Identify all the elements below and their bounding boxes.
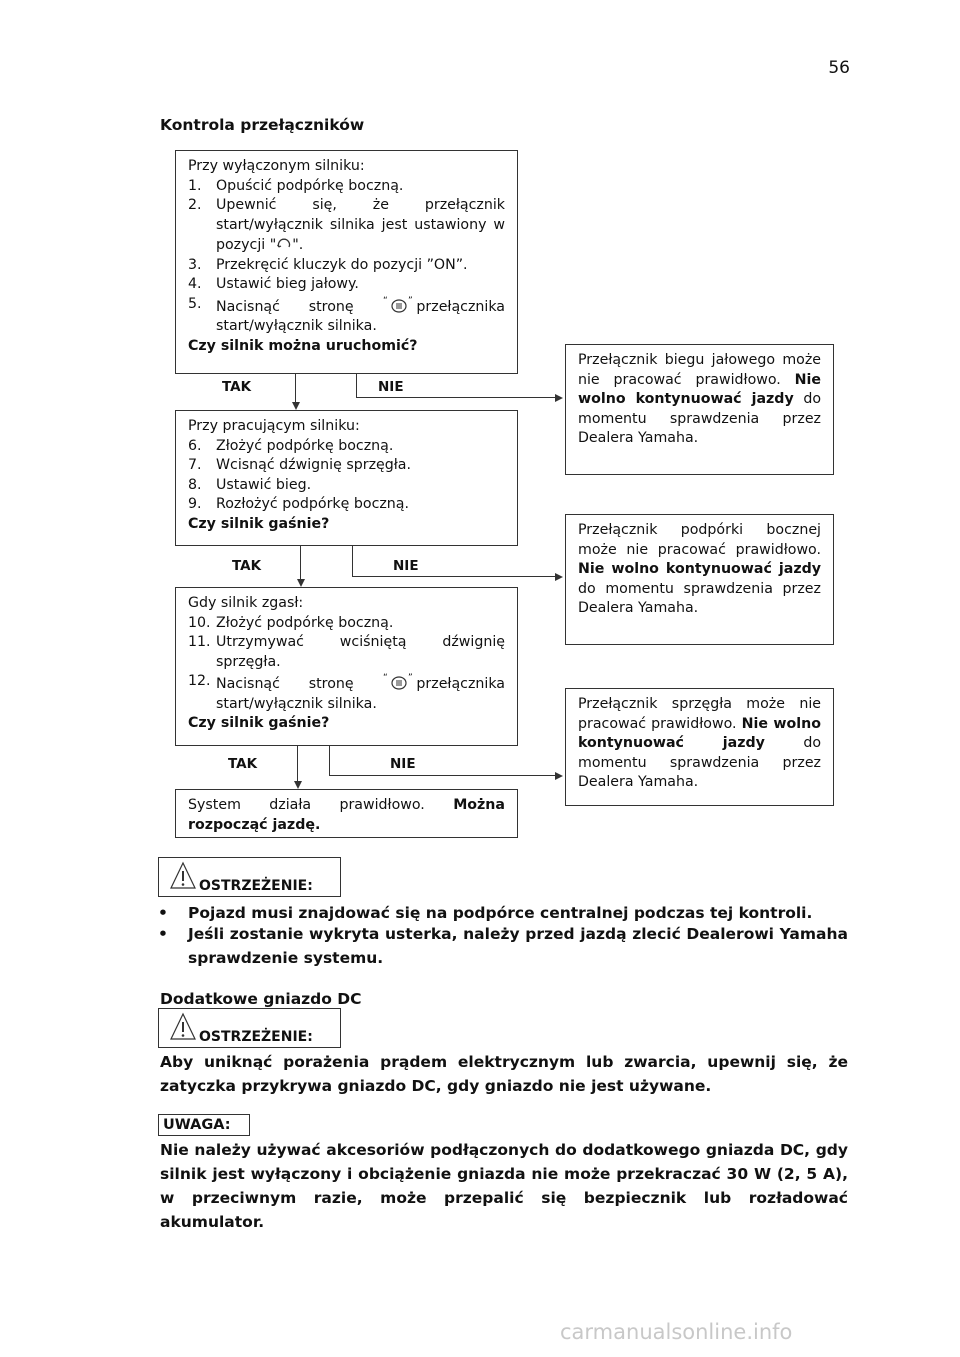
warning-label-box	[158, 1008, 341, 1048]
side-box-sidestand-switch: Przełącznik podpórki bocznej może nie pracować prawidłowo. Nie wolno kontynuować jazdy do momentu sprawdzenia przez Dealera Yamaha.	[565, 514, 834, 645]
section-title: Kontrola przełączników	[160, 116, 365, 134]
box2-intro: Przy pracującym silniku:	[188, 418, 360, 434]
flow-box-system-ok	[175, 789, 518, 838]
yes-label: TAK	[232, 558, 262, 574]
list-item: 2. Upewnić się, że przełącznik start/wyłącznik silnika jest ustawiony w pozycji " ".	[188, 197, 505, 253]
warning-label: OSTRZEŻENIE:	[199, 1029, 313, 1045]
side-box-clutch-switch: Przełącznik sprzęgła może nie pracować prawidłowo. Nie wolno kontynuować jazdy do momentu sprawdzenia przez Dealera Yamaha.	[565, 688, 834, 806]
no-label: NIE	[390, 756, 416, 772]
box1-question: Czy silnik można uruchomić?	[188, 337, 418, 354]
list-item: 12. Nacisnąć stronę “ ” przełącznika start/wyłącznik silnika.	[188, 673, 505, 712]
list-item: • Jeśli zostanie wykryta usterka, należy przed jazdą zlecić Dealerowi Yamaha sprawdzenie systemu.	[158, 925, 848, 967]
warning-label: OSTRZEŻENIE:	[199, 878, 313, 894]
list-item: 9. Rozłożyć podpórkę boczną.	[188, 496, 410, 512]
list-item: 7. Wcisnąć dźwignię sprzęgła.	[188, 457, 411, 473]
warning-label-box	[158, 857, 341, 897]
svg-text:“: “	[383, 295, 389, 306]
box3-question: Czy silnik gaśnie?	[188, 715, 330, 731]
page-number: 56	[828, 58, 850, 78]
svg-text:”: ”	[408, 673, 414, 683]
list-item: 11. Utrzymywać wciśniętą dźwignię sprzęgła.	[188, 634, 505, 670]
list-item: 1. Opuścić podpórkę boczną.	[188, 177, 404, 194]
list-item: 3. Przekręcić kluczyk do pozycji ”ON”.	[188, 256, 468, 273]
list-item: • Pojazd musi znajdować się na podpórce centralnej podczas tej kontroli.	[158, 904, 813, 922]
warning-triangle-icon	[169, 1012, 197, 1042]
svg-text:”: ”	[408, 295, 414, 306]
no-label: NIE	[378, 379, 404, 395]
flow-box-engine-running	[175, 410, 518, 546]
start-button-icon	[382, 295, 416, 315]
start-button-icon	[382, 672, 416, 692]
flow-box-engine-stopped	[175, 587, 518, 746]
list-item: 4. Ustawić bieg jałowy.	[188, 276, 359, 292]
yes-label: TAK	[222, 379, 252, 395]
flow-box-engine-off	[175, 150, 518, 374]
box4-text: System działa prawidłowo.	[188, 797, 425, 813]
engine-run-switch-icon	[276, 235, 292, 253]
yes-label: TAK	[228, 756, 258, 772]
no-label: NIE	[393, 558, 419, 574]
list-item: 6. Złożyć podpórkę boczną.	[188, 437, 394, 454]
list-item: 10. Złożyć podpórkę boczną.	[188, 614, 394, 631]
warning-triangle-icon	[169, 861, 197, 891]
svg-text:“: “	[383, 673, 389, 683]
box3-intro: Gdy silnik zgasł:	[188, 595, 304, 611]
side-box-neutral-switch: Przełącznik biegu jałowego może nie pracować prawidłowo. Nie wolno kontynuować jazdy do momentu sprawdzenia przez Dealera Yamaha.	[565, 344, 834, 475]
box1-intro: Przy wyłączonym silniku:	[188, 158, 365, 174]
dc-note-text: Nie należy używać akcesoriów podłączonych do dodatkowego gniazda DC, gdy silnik jest wyłączony i obciążenie gniazda nie może przekraczać 30 W (2, 5 A), w przeciwnym razie, może przepalić się bezpiecznik lub rozładować akumulator.	[160, 1141, 848, 1231]
dc-section-title: Dodatkowe gniazdo DC	[160, 990, 362, 1008]
watermark: carmanualsonline.info	[560, 1320, 793, 1344]
box2-question: Czy silnik gaśnie?	[188, 515, 330, 532]
list-item: 5. Nacisnąć stronę “ ” przełącznika start/wyłącznik silnika.	[188, 295, 505, 334]
list-item: 8. Ustawić bieg.	[188, 476, 312, 493]
box4-bold: Można rozpocząć jazdę.	[188, 797, 505, 833]
note-label: UWAGA:	[158, 1114, 250, 1136]
dc-warning-text: Aby uniknąć porażenia prądem elektrycznym lub zwarcia, upewnij się, że zatyczka przykrywa gniazdo DC, gdy gniazdo nie jest używane.	[160, 1053, 848, 1095]
